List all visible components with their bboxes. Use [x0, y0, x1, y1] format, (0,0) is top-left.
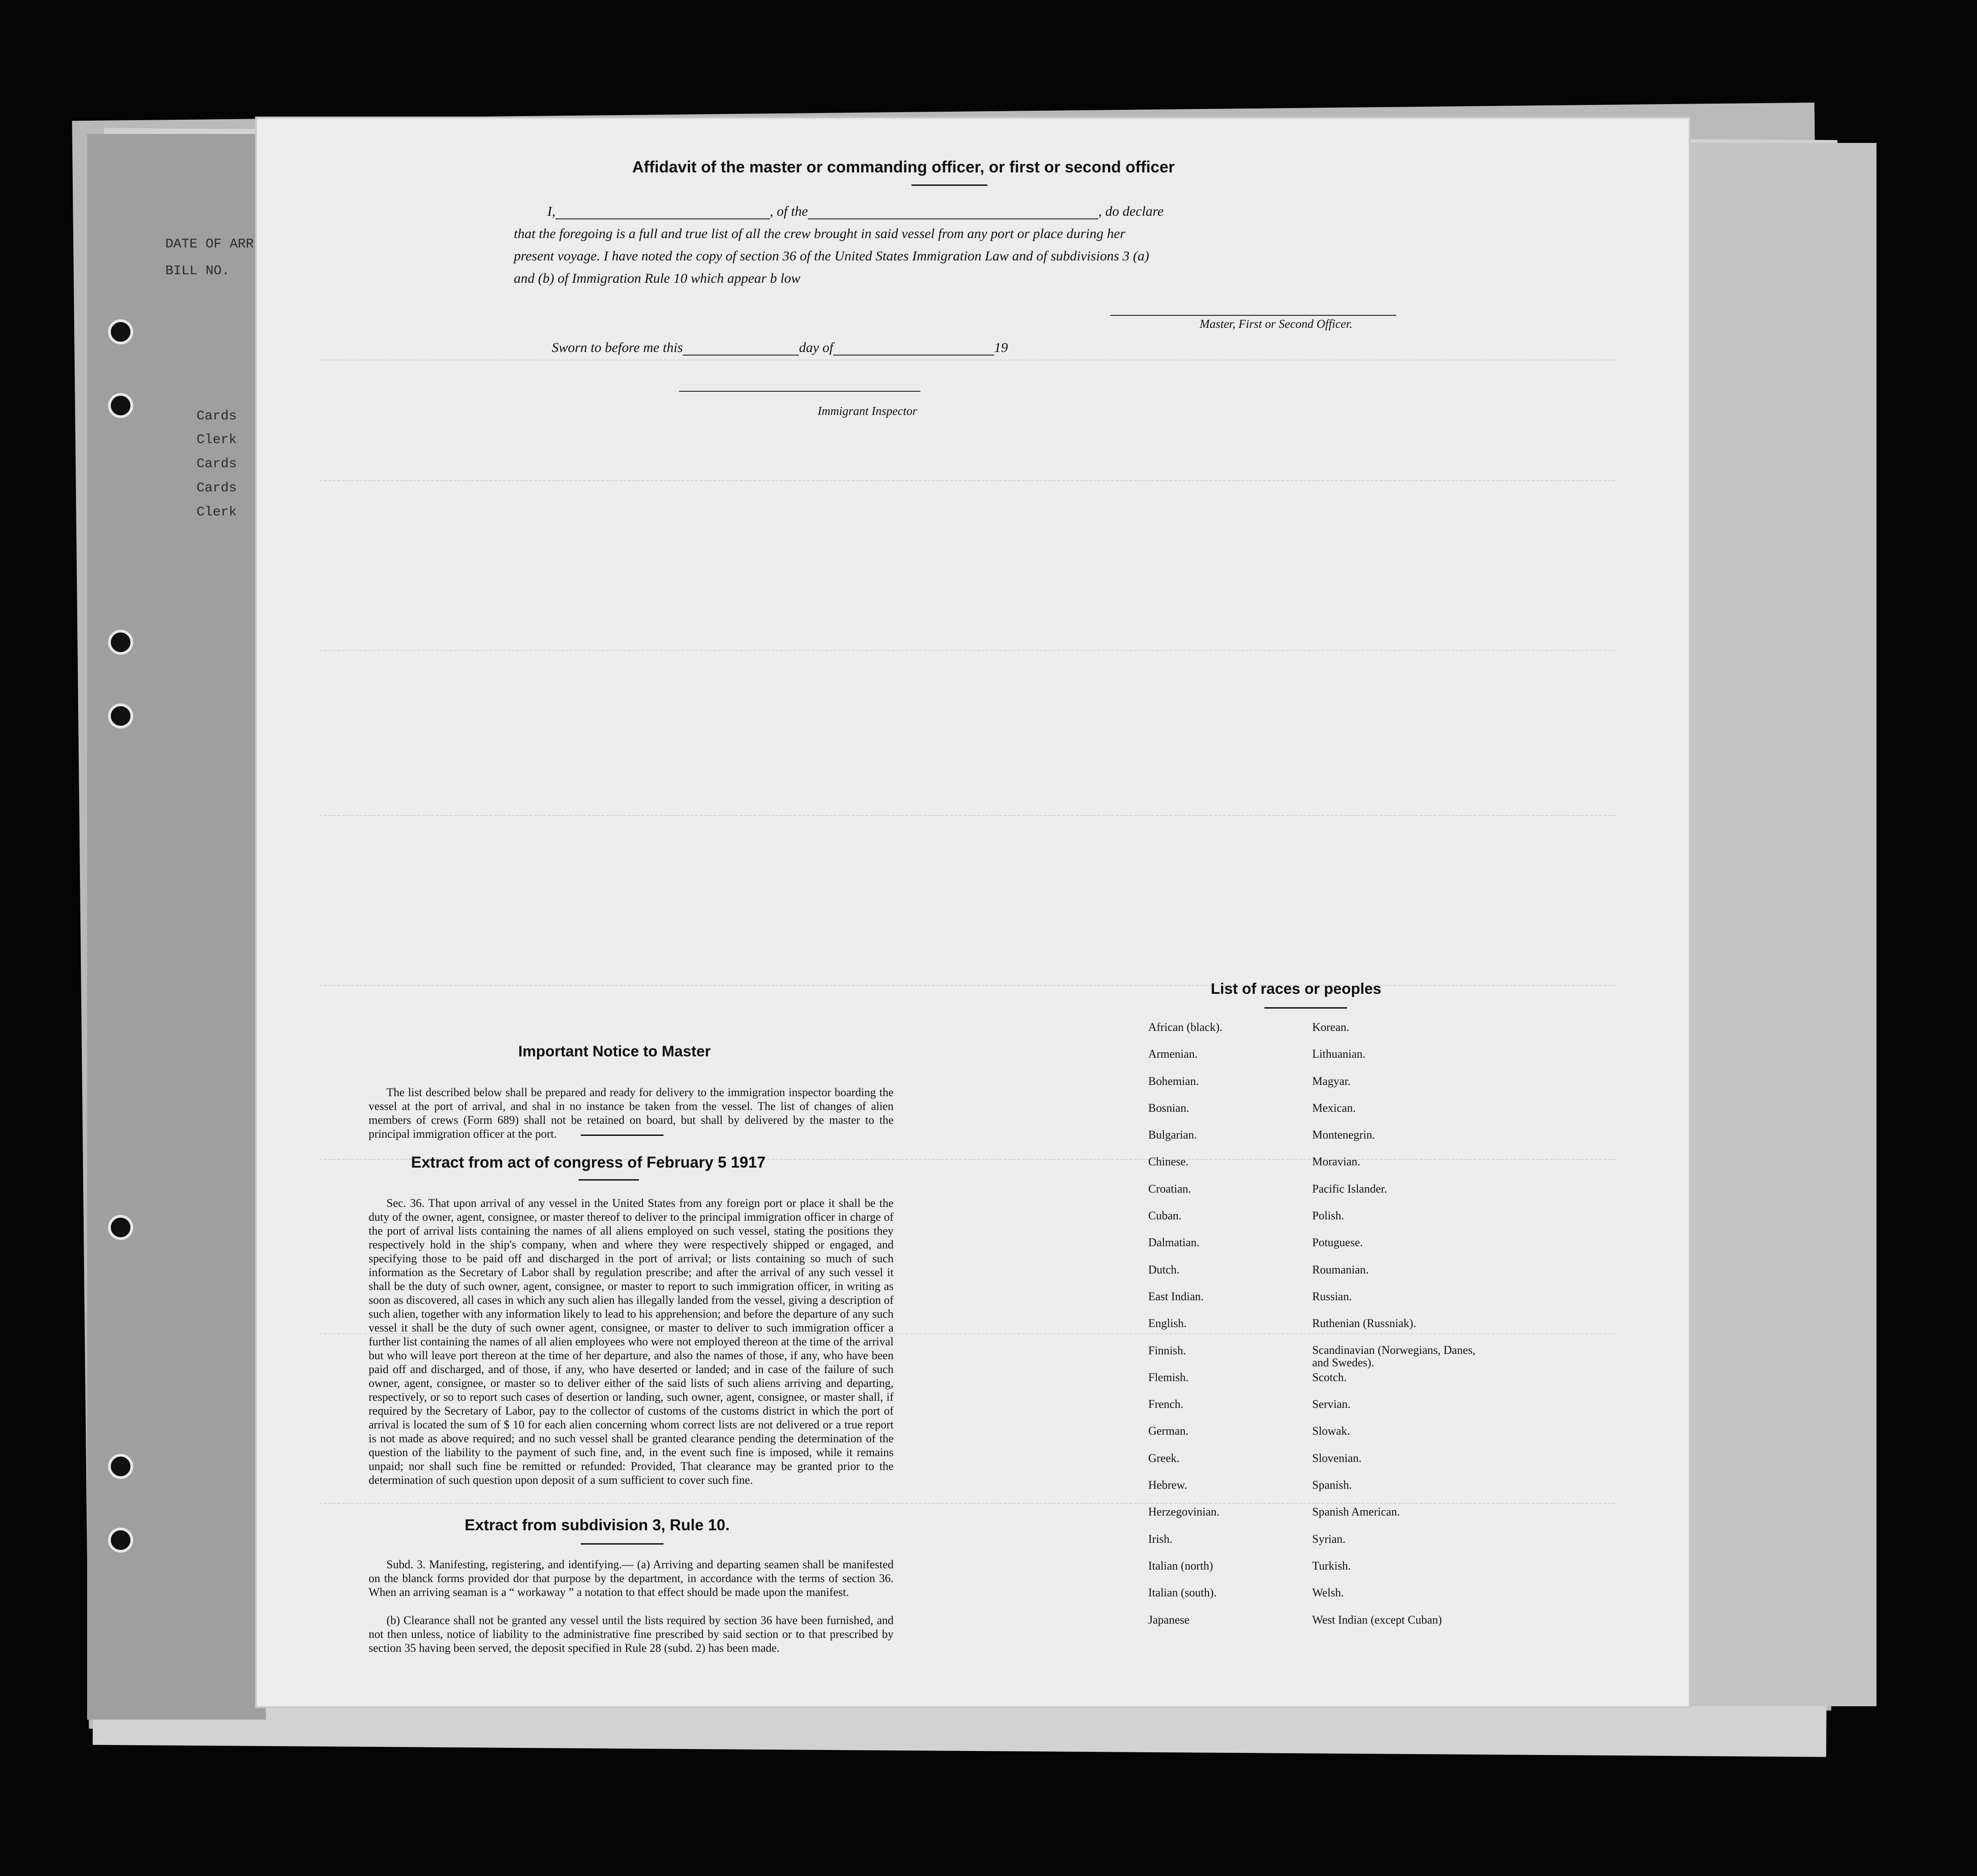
race-item: Welsh.	[1312, 1586, 1344, 1600]
day-of-text: day of	[799, 339, 833, 355]
race-item: Polish.	[1312, 1209, 1344, 1223]
punch-hole	[108, 319, 133, 344]
race-item: Bosnian.	[1148, 1101, 1189, 1114]
stub-cards-1: Cards	[197, 409, 237, 424]
race-item: English.	[1148, 1317, 1187, 1330]
race-item: Bohemian.	[1148, 1074, 1199, 1088]
sworn-before-text: Sworn to before me this	[552, 339, 683, 355]
race-item: Dalmatian.	[1148, 1236, 1200, 1249]
stub-cards-2: Cards	[197, 456, 237, 472]
punch-hole	[108, 1215, 133, 1240]
sworn-day-blank[interactable]	[683, 343, 799, 356]
race-item: Scandinavian (Norwegians, Danes, and Swedes).	[1312, 1343, 1476, 1369]
sworn-month-blank[interactable]	[833, 343, 994, 356]
race-item: Greek.	[1148, 1451, 1180, 1465]
notice-rule	[581, 1135, 663, 1136]
stub-cards-3: Cards	[197, 481, 237, 496]
race-item: Japanese	[1148, 1613, 1190, 1626]
bleed-through-line	[319, 650, 1615, 651]
race-item: Syrian.	[1312, 1532, 1346, 1545]
bleed-through-line	[319, 985, 1615, 986]
races-column-1	[1148, 1021, 1222, 1640]
punch-hole	[108, 630, 133, 655]
race-item: Korean.	[1312, 1021, 1350, 1034]
race-item: Armenian.	[1148, 1047, 1198, 1061]
race-item: Mexican.	[1312, 1101, 1356, 1114]
affidavit-do-declare: , do declare	[1098, 203, 1164, 219]
stub-bill-no: BILL NO.	[165, 264, 230, 279]
manifest-reverse-page	[257, 118, 1689, 1706]
race-item: Servian.	[1312, 1398, 1351, 1411]
race-item: Bulgarian.	[1148, 1128, 1197, 1142]
race-item: Roumanian.	[1312, 1263, 1369, 1276]
subdivision-3b-text: (b) Clearance shall not be granted any vessel until the lists required by section 36 have been furnished, and not then unless, notice of liability to the administrative fine prescribed by said section or to that prescribed by section 35 having been served, the deposit specified in Rule 28 (subd. 2) has been made.	[369, 1614, 894, 1654]
stub-date-of-arrival: DATE OF ARR	[165, 237, 254, 252]
race-item: Montenegrin.	[1312, 1128, 1375, 1142]
race-item: Italian (north)	[1148, 1559, 1213, 1572]
punch-hole	[108, 1528, 133, 1553]
race-item: Flemish.	[1148, 1370, 1189, 1384]
affidavit-line1	[547, 203, 1163, 219]
bleed-through-line	[319, 815, 1615, 816]
signature-line[interactable]	[1110, 315, 1396, 316]
race-item: West Indian (except Cuban)	[1312, 1613, 1442, 1626]
affidavit-title: Affidavit of the master or commanding officer, or first or second officer	[632, 158, 1175, 176]
sworn-line	[552, 339, 1008, 356]
race-item: Herzegovinian.	[1148, 1505, 1220, 1519]
affidavit-line3: present voyage. I have noted the copy of section 36 of the United States Immigration Law and of subdivisions 3 (a)	[514, 248, 1150, 264]
punch-hole	[108, 393, 133, 418]
signature-label: Master, First or Second Officer.	[1200, 317, 1352, 331]
punch-hole	[108, 1454, 133, 1479]
race-item: Chinese.	[1148, 1155, 1189, 1168]
affidavit-line2: that the foregoing is a full and true list of all the crew brought in said vessel from any port or place during her	[514, 226, 1125, 241]
race-item: African (black).	[1148, 1021, 1223, 1034]
race-item: Spanish American.	[1312, 1505, 1400, 1519]
race-item: Italian (south).	[1148, 1586, 1217, 1600]
stub-clerk-1: Clerk	[197, 432, 237, 448]
race-item: East Indian.	[1148, 1290, 1204, 1303]
race-item: Ruthenian (Russniak).	[1312, 1317, 1416, 1330]
notice-body: The list described below shall be prepared and ready for delivery to the immigration inspector boarding the vessel at the port of arrival, and shal in no instance be taken from the vessel. The list of changes of alien members of crews (Form 689) shall not be retained on board, but shall by delivered by the master to the principal immigration officer at the port.	[369, 1086, 894, 1140]
races-column-2	[1312, 1021, 1482, 1640]
race-item: Scotch.	[1312, 1370, 1347, 1384]
race-item: Russian.	[1312, 1290, 1352, 1303]
races-title-underline	[1264, 1007, 1347, 1009]
affidavit-i: I,	[547, 203, 556, 219]
bleed-through-line	[319, 480, 1615, 481]
vessel-blank[interactable]	[808, 207, 1098, 219]
race-item: Magyar.	[1312, 1074, 1351, 1088]
race-item: Lithuanian.	[1312, 1047, 1366, 1061]
notice-title: Important Notice to Master	[518, 1043, 711, 1060]
affidavit-line4: and (b) of Immigration Rule 10 which appear b low	[514, 270, 801, 286]
extract-rule10-rule	[581, 1543, 663, 1545]
inspector-signature-line[interactable]	[679, 391, 920, 392]
extract-rule10-title: Extract from subdivision 3, Rule 10.	[465, 1516, 730, 1534]
race-item: Spanish.	[1312, 1478, 1352, 1492]
section-36-text: Sec. 36. That upon arrival of any vessel in the United States from any foreign port or place it shall be the duty of the owner, agent, consignee, or master thereof to deliver to the principal immigration officer in charge of the port of arrival lists containing the names of all aliens employed on such vessel, stating the positions they respectively hold in the ship's company, when and where they were respectively shipped or engaged, and specifying those to be paid off and discharged in the port of arrival; or lists containing so much of such information as the Secretary of Labor shall by regulation prescribe; and after the arrival of any such vessel it shall be the duty of such owner, agent, consignee, or master to report to such immigration officer, in writing as soon as discovered, all cases in which any such alien has illegally landed from the vessel, giving a description of such alien, together with any information likely to lead to his apprehension; and before the departure of any such vessel it shall be the duty of such owner agent, consignee, or master to deliver to such immigration officer a further list containing the names of all alien employees who were not employed thereon at the time of the arrival but who will leave port thereon at the time of her departure, and also the names of those, if any, who have been paid off and discharged, and of those, if any, who have deserted or landed; and in case of the failure of such owner, agent, consignee, or master so to deliver either of the said lists of such aliens arriving and departing, respectively, or so to report such cases of desertion or landing, such owner, agent, consignee, or master shall, if required by the Secretary of Labor, pay to the collector of customs of the customs district in which the port of arrival is located the sum of $ 10 for each alien concerning whom correct lists are not delivered or a true report is not made as above required; and no such vessel shall be granted clearance pending the determination of the question of the liability to the payment of such fine, and, in the event such fine is imposed, while it remains unpaid; nor shall such fine be remitted or refunded: Provided, That clearance may be granted prior to the determination of such question upon deposit of a sum sufficient to cover such fine.	[369, 1197, 894, 1487]
race-item: Potuguese.	[1312, 1236, 1363, 1249]
race-item: Moravian.	[1312, 1155, 1360, 1168]
race-item: Cuban.	[1148, 1209, 1182, 1223]
race-item: Hebrew.	[1148, 1478, 1188, 1492]
race-item: Finnish.	[1148, 1344, 1186, 1357]
extract-1917-rule	[579, 1179, 639, 1181]
race-item: Turkish.	[1312, 1559, 1351, 1572]
extract-1917-title: Extract from act of congress of February 5 1917	[411, 1154, 766, 1171]
race-item: French.	[1148, 1398, 1184, 1411]
inspector-label: Immigrant Inspector	[818, 404, 917, 418]
race-item: Irish.	[1148, 1532, 1173, 1545]
race-item: Pacific Islander.	[1312, 1182, 1387, 1195]
race-item: Slowak.	[1312, 1424, 1350, 1438]
punch-hole	[108, 704, 133, 729]
race-item: German.	[1148, 1424, 1189, 1438]
underlying-page-left-strip	[87, 134, 266, 1720]
race-item: Slovenian.	[1312, 1451, 1362, 1465]
races-title: List of races or peoples	[1211, 980, 1381, 997]
race-item: Dutch.	[1148, 1263, 1180, 1276]
subdivision-3a-text: Subd. 3. Manifesting, registering, and identifying.— (a) Arriving and departing seamen shall be manifested on the blanck forms provided dor that purpose by the department, in accordance with the terms of section 36. When an arriving seaman is a “ workaway ” a notation to that effect should be made upon the manifest.	[369, 1558, 894, 1599]
title-underline	[911, 184, 987, 186]
race-item: Croatian.	[1148, 1182, 1192, 1195]
year-prefix: 19	[994, 339, 1008, 355]
affidavit-of-the: , of the	[770, 203, 808, 219]
name-blank[interactable]	[555, 207, 770, 219]
stub-clerk-2: Clerk	[197, 505, 237, 520]
